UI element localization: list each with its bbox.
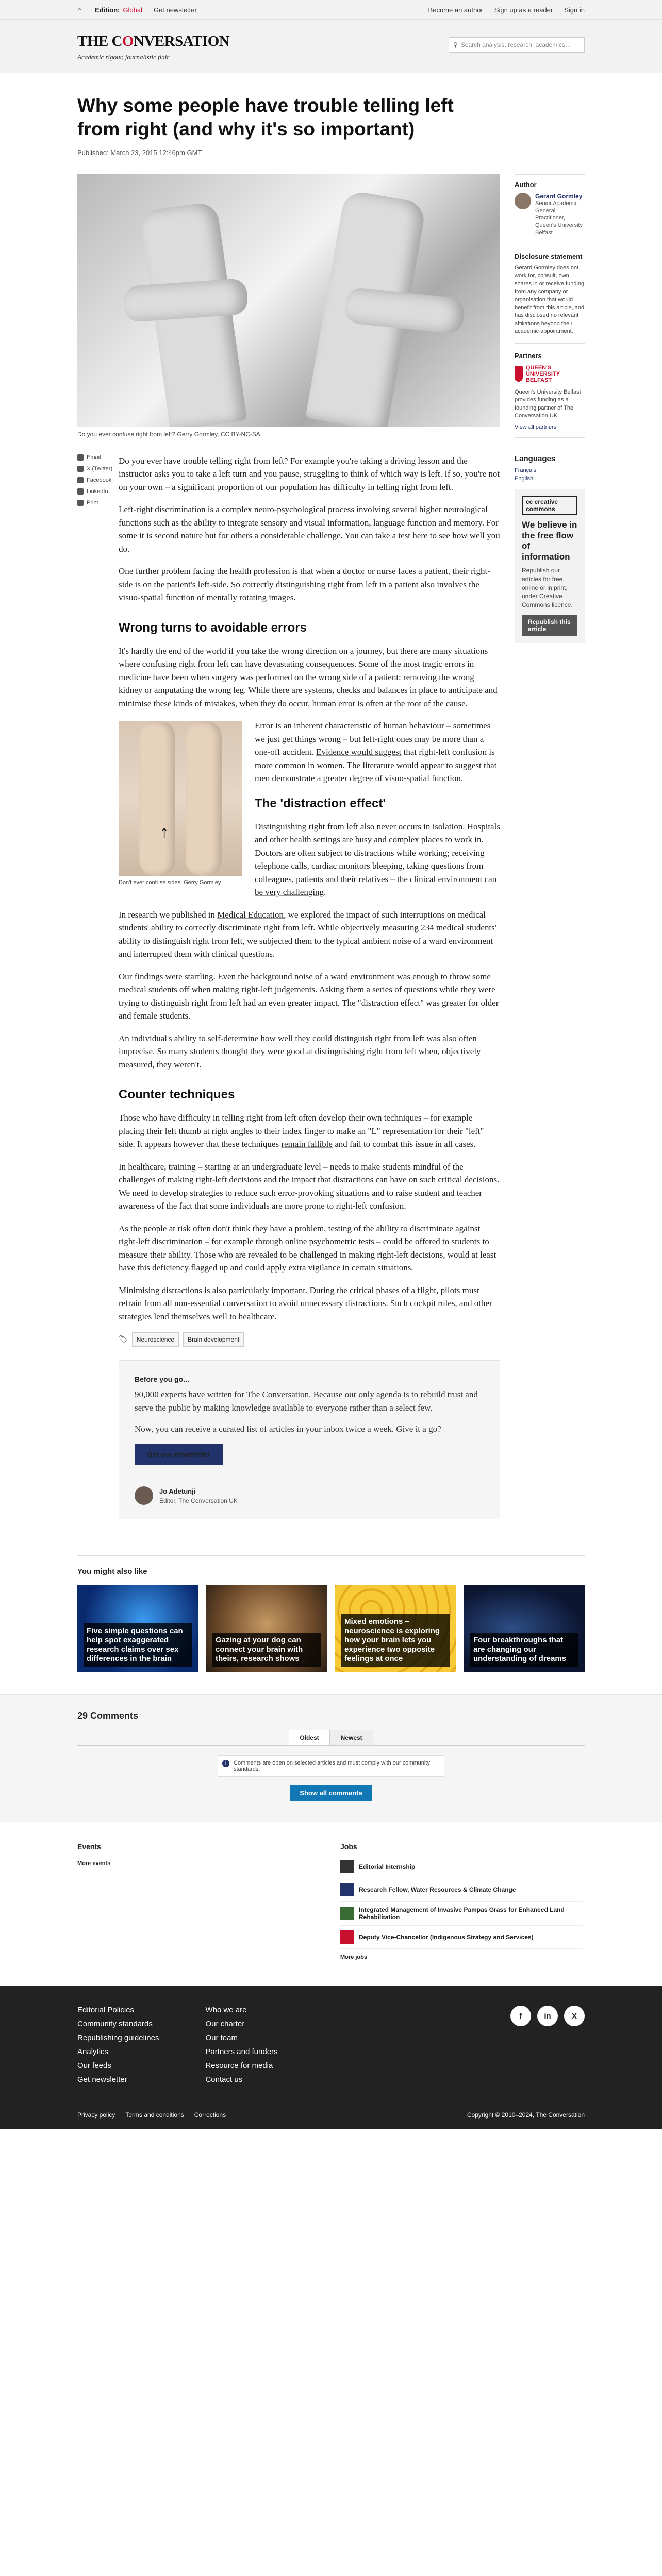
- paragraph: It's hardly the end of the world if you take the wrong direction on a journey, but there are many situations where confusing right from left can have devastating consequences. Some of the most tragic errors in medicine have been when surgery was performed on the wrong side of a patient: removing the wrong kidney or amputating the wrong leg. While there are systems, checks and balances in place to anticipate and minimise these kinds of mistakes, when they do occur, human error is often at the root of the cause.: [119, 646, 498, 708]
- figure-caption: Don't ever confuse sides. Gerry Gormley: [119, 879, 221, 886]
- footer-link[interactable]: Who we are: [205, 2006, 247, 2014]
- inline-link[interactable]: Medical Education: [217, 909, 284, 920]
- editor-role: Editor, The Conversation UK: [159, 1497, 238, 1504]
- employer-logo: [340, 1907, 354, 1920]
- show-comments-button[interactable]: Show all comments: [290, 1785, 371, 1801]
- comments-note: i Comments are open on selected articles and must comply with our community standards.: [218, 1755, 444, 1777]
- hero-caption: Do you ever confuse right from left? Gerry Gormley, CC BY-NC-SA: [77, 430, 260, 438]
- paragraph: Do you ever have trouble telling right from left? For example you're taking a driving lesson and the instructor asks you to take a left turn and you pause, struggling to think of which way is left. If so, you're not on your own – a significant proportion of our population has difficulty in telling right from left.: [119, 455, 500, 492]
- disclosure-text: Gerard Gormley does not work for, consult, own shares in or receive funding from any company or organisation that would benefit from this article, and has disclosed no relevant affiliations beyond their academic appointment.: [515, 264, 585, 335]
- partner-text: Queen's University Belfast provides funding as a founding partner of The Conversation UK.: [515, 388, 581, 419]
- job-item[interactable]: Research Fellow, Water Resources & Climate Change: [340, 1878, 583, 1902]
- site-logo[interactable]: THE CONVERSATION: [77, 33, 230, 49]
- employer-logo: [340, 1930, 354, 1944]
- paragraph: Minimising distractions is also particularly important. During the critical phases of a flight, pilots must refrain from all non-essential conversation to avoid unnecessary distractions. Such cockpit rules, and other strategies lend themselves well to healthcare.: [119, 1285, 492, 1321]
- languages: [515, 437, 585, 482]
- comments-section: [0, 1694, 662, 1822]
- inline-link[interactable]: Evidence would suggest: [316, 747, 402, 757]
- footer-link[interactable]: Our team: [205, 2033, 238, 2042]
- published-date: Published: March 23, 2015 12:46pm GMT: [77, 148, 202, 157]
- footer-link[interactable]: Our charter: [205, 2020, 245, 2028]
- become-author-link[interactable]: Become an author: [428, 6, 483, 14]
- before-text: Now, you can receive a curated list of articles in your inbox twice a week. Give it a go?: [135, 1424, 441, 1434]
- share-email[interactable]: Email: [77, 454, 113, 461]
- article-body: [119, 454, 500, 1520]
- inline-link[interactable]: complex neuro-psychological process: [222, 504, 354, 514]
- share-twitter[interactable]: X (Twitter): [77, 466, 113, 472]
- share-bar: [77, 454, 113, 1520]
- footer-link[interactable]: Community standards: [77, 2020, 153, 2028]
- paragraph: In research we published in Medical Education, we explored the impact of such interruptions on medical students' ability to correctly discriminate right from left. While objectively measuring 234 medical students' ability to distinguish right from left, we subjected them to the typical ambient noise of a ward environment and interrupted them with clinical questions.: [119, 909, 496, 959]
- search-icon: ⚲: [453, 41, 458, 48]
- tag[interactable]: Neuroscience: [132, 1332, 179, 1347]
- home-icon[interactable]: ⌂: [77, 5, 82, 14]
- tag-list: [119, 1332, 500, 1347]
- share-facebook[interactable]: Facebook: [77, 477, 113, 483]
- site-header: [0, 20, 662, 73]
- tab-newest[interactable]: Newest: [330, 1730, 373, 1745]
- get-newsletter-button[interactable]: Get our newsletter: [135, 1444, 223, 1465]
- edition-label: Edition:: [95, 6, 120, 14]
- creative-commons-box: [515, 489, 585, 643]
- terms-link[interactable]: Terms and conditions: [125, 2111, 184, 2119]
- paragraph: As the people at risk often don't think they have a problem, testing of the ability to discriminate against right-left discrimination – for example through online psychometric tests – could be offered to students to measure their ability. Those who are revealed to be challenged in making right-left decisions, would at least have this deficiency flagged up and could apply extra vigilance in certain situations.: [119, 1223, 496, 1273]
- privacy-link[interactable]: Privacy policy: [77, 2111, 115, 2119]
- footer-link[interactable]: Contact us: [205, 2075, 243, 2084]
- footer-link[interactable]: Partners and funders: [205, 2047, 278, 2056]
- corrections-link[interactable]: Corrections: [194, 2111, 226, 2119]
- inline-link[interactable]: can take a test here: [361, 531, 428, 540]
- paragraph: Our findings were startling. Even the background noise of a ward environment was enough to throw some medical students off when making right-left judgements. Asking them a series of questions while they were trying to distinguish right from left had an even greater impact. The "distraction effect" was greater for older and female students.: [119, 971, 499, 1021]
- before-text: 90,000 experts have written for The Conversation. Because our only agenda is to rebuild trust and serve the public by making knowledge available to everyone rather than a select few.: [135, 1389, 478, 1413]
- author-card[interactable]: [515, 193, 585, 236]
- employer-logo: [340, 1883, 354, 1896]
- paragraph: One further problem facing the health profession is that when a doctor or nurse faces a patient, their right-side is on the patient's left-side. So correctly distinguishing right from left in a patient also involves the visuo-spatial function of mentally rotating images.: [119, 566, 490, 602]
- inline-link[interactable]: remain fallible: [281, 1139, 333, 1149]
- related-card[interactable]: Four breakthroughs that are changing our understanding of dreams: [464, 1585, 585, 1672]
- also-like-section: [77, 1555, 585, 1672]
- footer-link[interactable]: Editorial Policies: [77, 2006, 135, 2014]
- before-heading: Before you go...: [135, 1375, 189, 1383]
- article-title: Why some people have trouble telling left from right (and why it's so important): [77, 95, 454, 140]
- footer-link[interactable]: Republishing guidelines: [77, 2033, 159, 2042]
- section-heading: Wrong turns to avoidable errors: [119, 620, 307, 635]
- paragraph: Those who have difficulty in telling right from left often develop their own techniques – for example placing their left thumb at right angles to their index finger to make an "L" representation for their "left" side. It appears however that these techniques remain fallible and fail to combat this issue in all cases.: [119, 1113, 484, 1149]
- events-section: [77, 1842, 320, 1960]
- more-events-link[interactable]: More events: [77, 1860, 111, 1867]
- copyright: Copyright © 2010–2024, The Conversation: [467, 2111, 585, 2119]
- job-item[interactable]: Editorial Internship: [340, 1855, 583, 1878]
- top-bar: [0, 0, 662, 20]
- more-jobs-link[interactable]: More jobs: [340, 1954, 367, 1960]
- inline-link[interactable]: to suggest: [446, 760, 482, 770]
- share-linkedin[interactable]: LinkedIn: [77, 488, 113, 495]
- employer-logo: [340, 1860, 354, 1873]
- footer-link[interactable]: Get newsletter: [77, 2075, 127, 2084]
- email-icon: [77, 454, 84, 461]
- before-you-go-box: [119, 1360, 500, 1519]
- related-card[interactable]: Mixed emotions – neuroscience is exploring how your brain lets you experience two opposite feelings at once: [335, 1585, 456, 1672]
- events-heading: Events: [77, 1842, 320, 1855]
- editor-signoff: [135, 1477, 484, 1506]
- partners-heading: Partners: [515, 351, 542, 360]
- paragraph: Error is an inherent characteristic of human behaviour – sometimes we just get things wrong – but left-right ones may be more than a one-off accident. Evidence would suggest that right-left confusion is more common in women. The literature would appear to suggest that men demonstrate a greater degree of visuo-spatial function.: [255, 721, 497, 783]
- inline-link[interactable]: performed on the wrong side of a patient: [255, 672, 399, 682]
- info-icon: i: [222, 1760, 229, 1767]
- sign-up-link[interactable]: Sign up as a reader: [494, 6, 553, 14]
- avatar: [515, 193, 531, 209]
- tagline: Academic rigour, journalistic flair: [77, 53, 170, 61]
- language-link[interactable]: Français: [515, 467, 537, 474]
- avatar: [135, 1486, 153, 1505]
- linkedin-icon[interactable]: in: [537, 2006, 558, 2026]
- tab-oldest[interactable]: Oldest: [289, 1730, 329, 1745]
- author-role: Senior Academic General Practitioner, Queen's University Belfast: [535, 200, 583, 236]
- arrow-icon: ↑: [160, 823, 169, 842]
- related-card[interactable]: Five simple questions can help spot exaggerated research claims over sex differences in the brain: [77, 1585, 198, 1672]
- sidebar: [515, 174, 585, 1520]
- disclosure-heading: Disclosure statement: [515, 252, 583, 260]
- facebook-icon: [77, 477, 84, 483]
- view-partners-link[interactable]: View all partners: [515, 424, 557, 431]
- comments-count: 29 Comments: [77, 1710, 139, 1721]
- footer-link[interactable]: Our feeds: [77, 2061, 111, 2070]
- languages-heading: Languages: [515, 454, 556, 464]
- job-item[interactable]: Integrated Management of Invasive Pampas Grass for Enhanced Land Rehabilitation: [340, 1902, 583, 1926]
- section-heading: The 'distraction effect': [255, 796, 386, 810]
- hero-image: [77, 174, 500, 427]
- search-placeholder: Search analysis, research, academics…: [460, 41, 571, 48]
- paragraph: In healthcare, training – starting at an undergraduate level – needs to make students mindful of the challenges of making right-left decisions and the impact that distractions can have on such critical decisions. We need to develop strategies to reduce such error-provoking situations and to raise student and teacher awareness of the fact that some individuals are more prone to right-left confusion.: [119, 1161, 500, 1211]
- footer-link[interactable]: Resource for media: [205, 2061, 273, 2070]
- knee-image: [119, 721, 242, 876]
- author-name[interactable]: Gerard Gormley: [535, 192, 583, 200]
- x-icon[interactable]: X: [564, 2006, 585, 2026]
- footer-link[interactable]: Analytics: [77, 2047, 109, 2056]
- edition-selector[interactable]: Global: [123, 6, 142, 14]
- linkedin-icon: [77, 488, 84, 495]
- inline-link[interactable]: can be very challenging: [255, 874, 497, 897]
- author-heading: Author: [515, 180, 537, 189]
- paragraph: Distinguishing right from left also never occurs in isolation. Hospitals and other health settings are busy and complex places to work in. Doctors are often subject to distractions while working; receiving telephone calls, cardiac monitors bleeping, taking questions from colleagues, patients and their relatives – the clinical environment can be very challenging.: [255, 821, 500, 897]
- get-newsletter-link[interactable]: Get newsletter: [153, 6, 197, 14]
- language-link[interactable]: English: [515, 476, 534, 482]
- creative-commons-icon: cc creative commons: [522, 496, 577, 515]
- crest-icon: [515, 366, 523, 382]
- facebook-icon[interactable]: f: [510, 2006, 531, 2026]
- jobs-section: [340, 1842, 583, 1960]
- print-icon: [77, 500, 84, 506]
- knee-figure: [119, 721, 242, 886]
- sign-in-link[interactable]: Sign in: [564, 6, 585, 14]
- republish-button[interactable]: Republish this article: [522, 615, 577, 636]
- tag-icon: 🏷: [119, 1335, 128, 1344]
- tag[interactable]: Brain development: [183, 1332, 244, 1347]
- also-like-heading: You might also like: [77, 1567, 147, 1576]
- paragraph: An individual's ability to self-determine how well they could distinguish right from left was also often imprecise. So many students thought they were good at distinguishing right from left when, objectively measured, they weren't.: [119, 1033, 481, 1070]
- editor-name: Jo Adetunji: [159, 1487, 196, 1495]
- partner-logo[interactable]: QUEEN'S UNIVERSITY BELFAST: [515, 365, 585, 383]
- jobs-heading: Jobs: [340, 1842, 583, 1855]
- share-print[interactable]: Print: [77, 500, 113, 506]
- paragraph: Left-right discrimination is a complex neuro-psychological process involving several higher neurological functions such as the ability to integrate sensory and visual information, language function and memory. For some it is second nature but for others a considerable challenge. You can take a test here to see how well you do.: [119, 504, 500, 554]
- related-card[interactable]: Gazing at your dog can connect your brain with theirs, research shows: [206, 1585, 327, 1672]
- section-heading: Counter techniques: [119, 1088, 235, 1101]
- x-icon: [77, 466, 84, 472]
- cc-heading: We believe in the free flow of information: [522, 520, 577, 562]
- search-input[interactable]: [449, 37, 585, 53]
- cc-text: Republish our articles for free, online or in print, under Creative Commons licence.: [522, 566, 573, 609]
- job-item[interactable]: Deputy Vice-Chancellor (Indigenous Strategy and Services): [340, 1926, 583, 1949]
- site-footer: [0, 1986, 662, 2129]
